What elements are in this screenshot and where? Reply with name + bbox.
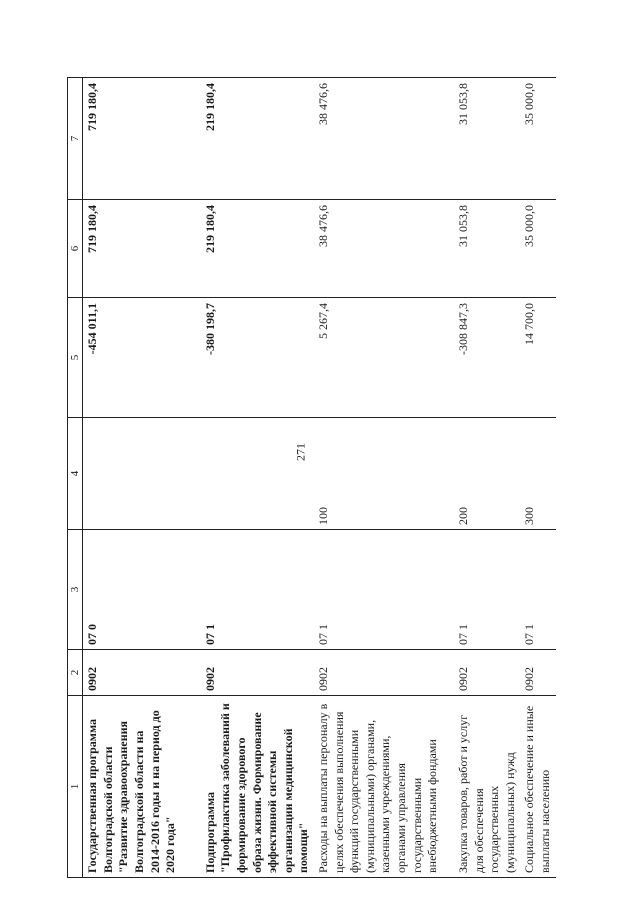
section-code: 0902	[201, 650, 314, 696]
row-name: Подпрограмма "Профилактика заболеваний и формирование здорового образа жизни. Формирование эффективной системы организации медицинской помощи"	[201, 696, 314, 878]
table-row	[314, 78, 454, 878]
section-code: 0902	[314, 650, 454, 696]
column-header: 1	[68, 696, 83, 878]
target-code: 07 1	[454, 530, 520, 650]
amount-col6: 219 180,4	[201, 200, 314, 298]
target-code: 07 1	[314, 530, 454, 650]
amount-col5: 14 700,0	[520, 298, 555, 418]
amount-col6: 719 180,4	[83, 200, 201, 298]
expense-code	[83, 418, 201, 530]
table-row	[454, 78, 520, 878]
amount-col6: 35 000,0	[520, 200, 555, 298]
table-row	[520, 78, 555, 878]
expense-code: 100	[314, 418, 454, 530]
amount-col7: 35 000,0	[520, 78, 555, 200]
amount-col5: 5 267,4	[314, 298, 454, 418]
expense-code: 200	[454, 418, 520, 530]
column-header: 3	[68, 530, 83, 650]
amount-col7: 31 053,8	[454, 78, 520, 200]
amount-col6: 38 476,6	[314, 200, 454, 298]
section-code: 0902	[520, 650, 555, 696]
row-name: Государственная программа Волгоградской области "Развитие здравоохранения Волгоградской области на 2014-2016 годы и на период до 2020 года"	[83, 696, 201, 878]
column-header: 5	[68, 298, 83, 418]
target-code: 07 0	[83, 530, 201, 650]
table-row	[201, 78, 314, 878]
row-name: Закупка товаров, работ и услуг для обеспечения государственных (муниципальных) нужд	[454, 696, 520, 878]
table-header	[68, 78, 83, 878]
amount-col5: -454 011,1	[83, 298, 201, 418]
expense-code: 300	[520, 418, 555, 530]
table-row	[83, 78, 201, 878]
amount-col7: 719 180,4	[83, 78, 201, 200]
rotated-page-content	[67, 78, 552, 878]
table-body	[83, 78, 556, 878]
column-header: 7	[68, 78, 83, 200]
section-code: 0902	[83, 650, 201, 696]
row-name: Социальное обеспечение и иные выплаты населению	[520, 696, 555, 878]
expense-code	[201, 418, 314, 530]
column-header: 2	[68, 650, 83, 696]
column-header: 4	[68, 418, 83, 530]
target-code: 07 1	[201, 530, 314, 650]
target-code: 07 1	[520, 530, 555, 650]
row-name: Расходы на выплаты персоналу в целях обеспечения выполнения функций государственными (муниципальными) органами, казенными учреждениями, органами управления государственными внебюджетными фондами	[314, 696, 454, 878]
budget-table	[67, 77, 556, 878]
page-number: 271	[293, 443, 308, 461]
amount-col7: 219 180,4	[201, 78, 314, 200]
column-header: 6	[68, 200, 83, 298]
amount-col5: -308 847,3	[454, 298, 520, 418]
section-code: 0902	[454, 650, 520, 696]
amount-col7: 38 476,6	[314, 78, 454, 200]
amount-col6: 31 053,8	[454, 200, 520, 298]
amount-col5: -380 198,7	[201, 298, 314, 418]
